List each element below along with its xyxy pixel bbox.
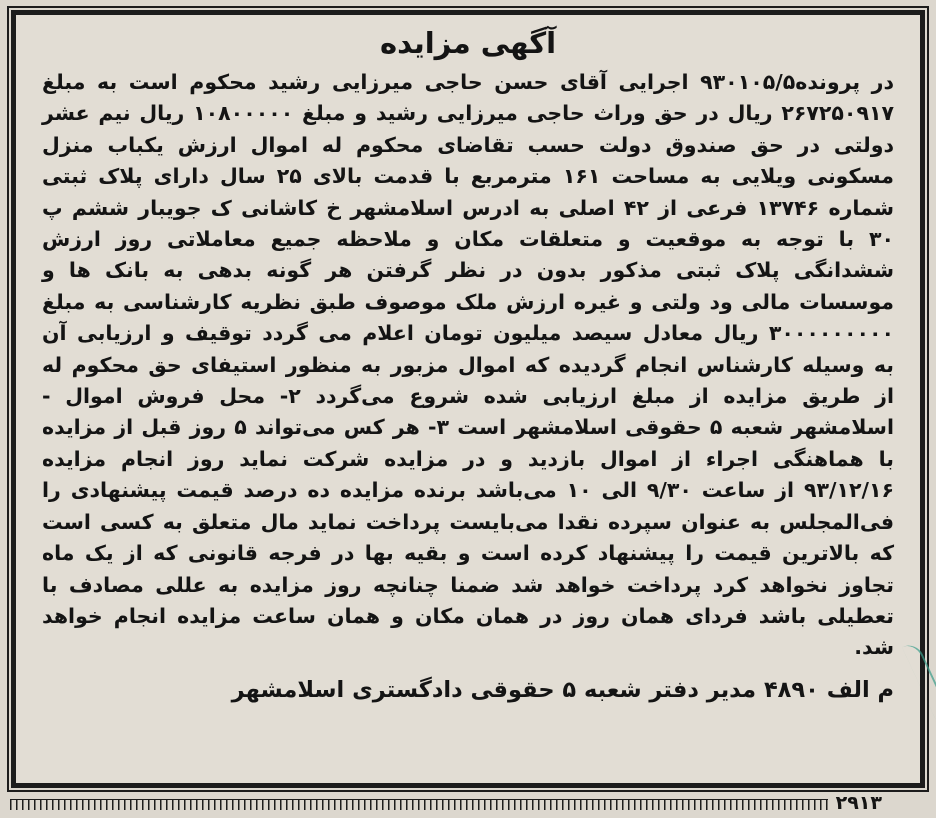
- notice-signature: م الف ۴۸۹۰ مدیر دفتر شعبه ۵ حقوقی دادگستری اسلامشهر: [231, 676, 894, 703]
- footer-plus-rule: [10, 799, 828, 810]
- clipping-footer: [10, 790, 926, 816]
- auction-notice-box: [11, 10, 925, 788]
- notice-body: در پرونده۹۳۰۱۰۵/۵ اجرایی آقای حسن حاجی میرزایی رشید محکوم است به مبلغ ۲۶۷۲۵۰۹۱۷ ریال در حق وراث حاجی میرزایی رشید و مبلغ ۱۰۸۰۰۰۰۰ ریال نیم عشر دولتی در حق صندوق دولت حسب تقاضای محکوم له اموال ارزش یکباب منزل مسکونی ویلایی به مساحت ۱۶۱ مترمربع با قدمت بالای ۲۵ سال دارای پلاک ثبتی شماره ۱۳۷۴۶ فرعی از ۴۲ اصلی به ادرس اسلامشهر خ کاشانی ک جویبار ششم پ ۳۰ با توجه به موقعیت و متعلقات مکان و ملاحظه جمیع معاملاتی روز ارزش ششدانگی پلاک ثبتی مذکور بدون در نظر گرفتن هر گونه بدهی به بانک ها و موسسات مالی ود ولتی و غیره ارزش ملک موصوف طبق نظریه کارشناسی به مبلغ ۳۰۰۰۰۰۰۰۰۰ ریال معادل سیصد میلیون تومان اعلام می گردد توقیف و ارزیابی آن به وسیله کارشناس انجام گردیده که اموال مزبور به منظور استیفای حق محکوم له از طریق مزایده از مبلغ ارزیابی شده شروع می‌گردد ۲- محل فروش اموال - اسلامشهر شعبه ۵ حقوقی اسلامشهر است ۳- هر کس می‌تواند ۵ روز قبل از مزایده با هماهنگی اجراء از اموال بازدید و در مزایده شرکت نماید روز انجام مزایده ۹۳/۱۲/۱۶ از ساعت ۹/۳۰ الی ۱۰ می‌باشد برنده مزایده ده درصد قیمت پیشنهادی را فی‌المجلس به عنوان سپرده نقدا می‌بایست پرداخت نماید مال متعلق به کسی است که بالاترین قیمت را پیشنهاد کرده است و بقیه بها در فرجه قانونی که از یک ماه تجاوز نخواهد کرد پرداخت خواهد شد ضمنا چنانچه روز مزایده به عللی مصادف با تعطیلی باشد فردای همان روز در همان مکان و همان ساعت مزایده انجام خواهد شد.: [42, 70, 895, 660]
- notice-title: آگهی مزایده: [379, 26, 557, 60]
- footer-code: ۲۹۱۳: [835, 792, 882, 814]
